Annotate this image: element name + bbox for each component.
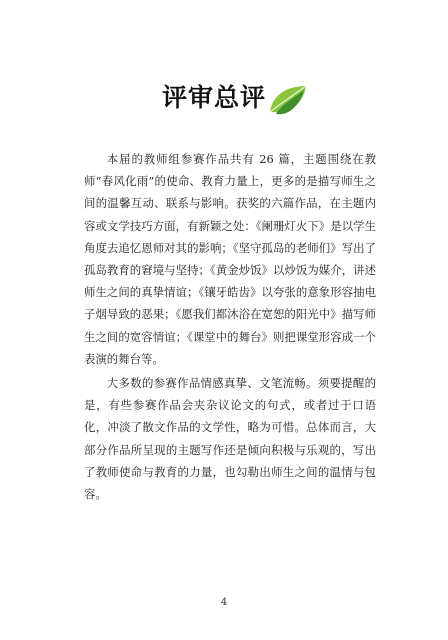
page-number: 4 [220, 597, 228, 608]
leaf-icon [266, 82, 310, 118]
page-title: 评审总评 [162, 83, 267, 112]
paragraph-evaluation: 大多数的参赛作品情感真挚、文笔流畅。须要提醒的是，有些参赛作品会夹杂议论文的句式，或者过于口语化，冲淡了散文作品的文学性，略为可惜。总体而言，大部分作品所呈现的主题写作还是倾向积极与乐观的，写出了教师使命与教育的力量，也勾勒出师生之间的温情与包容。 [84, 376, 376, 502]
title-block [150, 78, 310, 122]
paragraph-summary: 本届的教师组参赛作品共有 26 篇，主题围绕在教师“春风化雨”的使命、教育力量上，更多的是描写师生之间的温馨互动、联系与影响。获奖的六篇作品，在主题内容或文学技巧方面，有新颖之处：《阑珊灯火下》是以学生角度去追忆恩师对其的影响；《坚守孤岛的老师们》写出了孤岛教育的窘境与坚持；《黄金炒饭》以炒饭为媒介，讲述师生之间的真挚情谊；《镶牙皓齿》以夸张的意象形容抽电子烟导致的恶果；《愿我们都沐浴在宽恕的阳光中》描写师生之间的宽容情谊；《课堂中的舞台》则把课堂形容成一个表演的舞台等。 [84, 152, 376, 366]
